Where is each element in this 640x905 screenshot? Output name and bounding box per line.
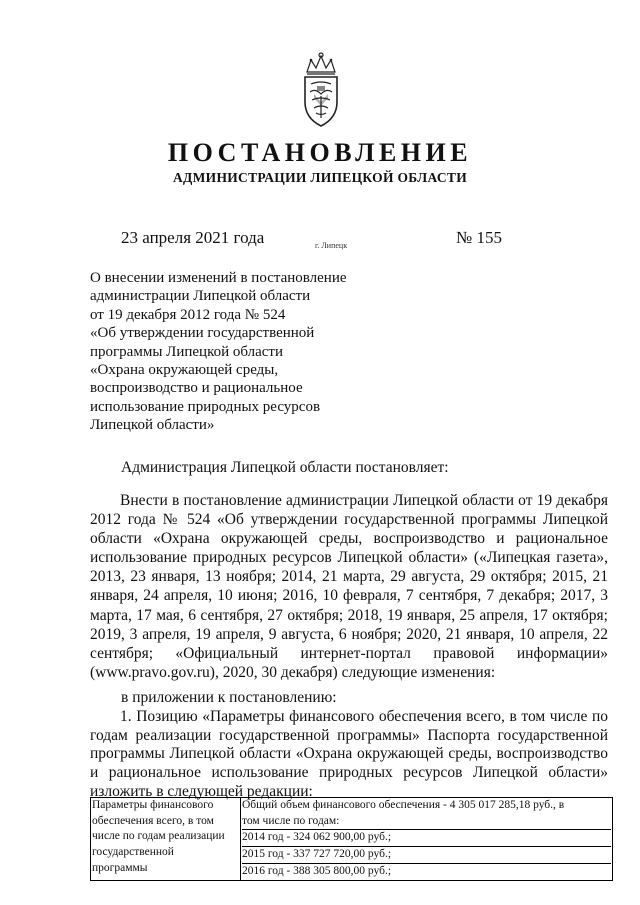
financing-table — [90, 797, 613, 881]
appendix-intro: в приложении к постановлению: — [121, 689, 337, 706]
table-label-line: числе по годам реализации — [92, 830, 225, 843]
table-year-line: 2016 год - 388 305 800,00 руб.; — [242, 864, 392, 877]
document-number: № 155 — [456, 228, 502, 247]
subject-line: воспроизводство и рациональное — [90, 380, 303, 397]
document-date: 23 апреля 2021 года — [121, 228, 265, 247]
table-row — [91, 798, 613, 881]
subject-line: «Охрана окружающей среды, — [90, 362, 279, 379]
coat-of-arms-emblem-icon — [298, 50, 344, 130]
table-value-cell — [241, 798, 613, 881]
table-label-line: Параметры финансового — [92, 799, 214, 811]
subject-line: администрации Липецкой области — [90, 288, 311, 305]
item-1-paragraph: 1. Позицию «Параметры финансового обеспечения всего, в том числе по годам реализации государственной программы» Паспорта государственной программы Липецкой области «Охрана окружающей среды, воспроизводство и рациональное использование природных ресурсов Липецкой области» изложить в следующей редакции: — [90, 708, 608, 800]
subject-line: от 19 декабря 2012 года № 524 — [90, 306, 286, 323]
document-title: ПОСТАНОВЛЕНИЕ — [167, 138, 473, 167]
subject-line: О внесении изменений в постановление — [90, 270, 347, 286]
document-subtitle: АДМИНИСТРАЦИИ ЛИПЕЦКОЙ ОБЛАСТИ — [172, 170, 468, 185]
subject-line: «Об утверждении государственной — [90, 325, 315, 342]
table-total-text: Общий объем финансового обеспечения - 4 305 017 285,18 руб., — [242, 799, 556, 811]
document-city: г. Липецк — [315, 241, 348, 250]
preamble-text: Администрация Липецкой области постановляет: — [121, 459, 449, 476]
subject-line: Липецкой области» — [90, 417, 215, 434]
table-label-line: программы — [92, 861, 148, 874]
table-label-cell — [91, 798, 241, 881]
table-total-tail: в — [558, 799, 565, 811]
subject-line: использование природных ресурсов — [90, 398, 321, 415]
table-label-line: государственной — [92, 846, 174, 859]
main-paragraph: Внести в постановление администрации Липецкой области от 19 декабря 2012 года № 524 «Об утверждении государственной программы Липецкой области «Охрана окружающей среды, воспроизводство и рациональное использование природных ресурсов Липецкой области» («Липецкая газета», 2013, 23 января, 13 ноября; 2014, 21 марта, 29 августа, 29 октября; 2015, 21 января, 24 апреля, 10 июня; 2016, 10 февраля, 7 сентября, 7 декабря; 2017, 3 марта, 17 мая, 6 сентября, 27 октября; 2018, 19 января, 25 апреля, 17 октября; 2019, 3 апреля, 19 апреля, 9 августа, 6 ноября; 2020, 21 января, 10 апреля, 22 сентября; «Официальный интернет-портал правовой информации» (www.pravo.gov.ru), 2020, 30 декабря) следующие изменения: — [90, 492, 608, 681]
subject-line: программы Липецкой области — [90, 343, 284, 360]
table-year-line: 2015 год - 337 727 720,00 руб.; — [242, 847, 611, 864]
table-total-line — [242, 798, 611, 814]
table-label-line: обеспечения всего, в том — [92, 814, 214, 827]
table-year-line: 2014 год - 324 062 900,00 руб.; — [242, 830, 611, 847]
table-total-line-2: том числе по годам: — [242, 814, 611, 831]
document-subject — [90, 269, 390, 435]
